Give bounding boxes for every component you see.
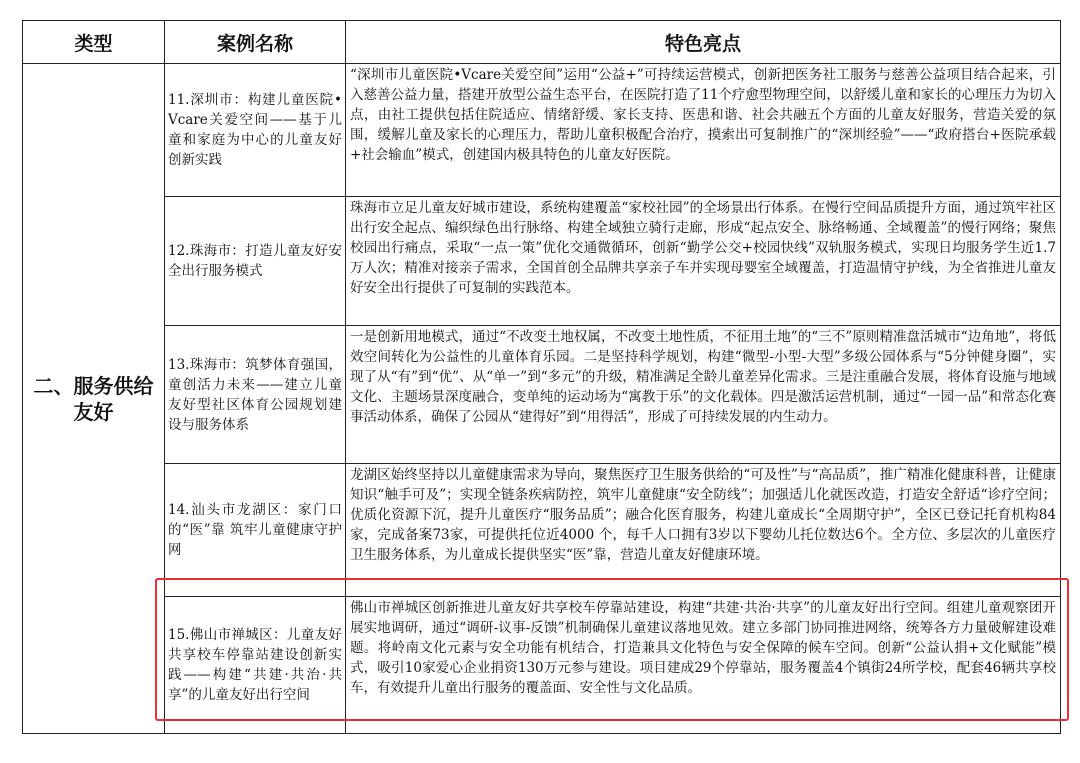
header-type: 类型: [23, 21, 165, 64]
case-name: 15.佛山市禅城区：儿童友好共享校车停靠站建设创新实践——构建“共建·共治·共享”的儿童友好出行空间: [165, 597, 346, 734]
case-description: 佛山市禅城区创新推进儿童友好共享校车停靠站建设，构建“共建·共治·共享”的儿童友好出行空间。组建儿童观察团开展实地调研，通过“调研-议事-反馈”机制确保儿童建议落地见效。建立多部门协同推进网络，统筹各方力量破解建设难题。将岭南文化元素与安全功能有机结合，打造兼具文化特色与安全保障的候车空间。创新“公益认捐+文化赋能”模式，吸引10家爱心企业捐资130万元参与建设。项目建成29个停靠站，服务覆盖4个镇街24所学校，配套46辆共享校车，有效提升儿童出行服务的覆盖面、安全性与文化品质。: [346, 597, 1061, 734]
case-description: 龙湖区始终坚持以儿童健康需求为导向，聚焦医疗卫生服务供给的“可及性”与“高品质”，推广精准化健康科普，让健康知识“触手可及”；实现全链条疾病防控，筑牢儿童健康“安全防线”；加强适儿化就医改造，打造安全舒适“诊疗空间；优质化资源下沉，提升儿童医疗“服务品质”；融合化医育服务，构建儿童成长“全周期守护”，全区已登记托育机构84家，完成备案73家，可提供托位近4000 个，每千人口拥有3岁以下婴幼儿托位数达6个。全方位、多层次的儿童医疗卫生服务体系，为儿童成长提供坚实“医”靠，营造儿童友好健康环境。: [346, 464, 1061, 597]
case-table: [22, 20, 1061, 734]
case-name: 12.珠海市：打造儿童友好安全出行服务模式: [165, 197, 346, 326]
table-row: [23, 326, 1061, 464]
case-name: 14.汕头市龙湖区：家门口的“医”靠 筑牢儿童健康守护网: [165, 464, 346, 597]
table-row: [23, 197, 1061, 326]
header-feature: 特色亮点: [346, 21, 1061, 64]
table-row: [23, 64, 1061, 197]
header-case-name: 案例名称: [165, 21, 346, 64]
category-cell: 二、服务供给友好: [23, 64, 165, 734]
table-row: [23, 597, 1061, 734]
case-description: 一是创新用地模式，通过“不改变土地权属，不改变土地性质，不征用土地”的“三不”原则精准盘活城市“边角地”，将低效空间转化为公益性的儿童体育乐园。二是坚持科学规划，构建“微型-小型-大型”多级公园体系与“5分钟健身圈”，实现了从“有”到“优”、从“单一”到“多元”的升级，精准满足全龄儿童差异化需求。三是注重融合发展，将体育设施与地域文化、主题场景深度融合，变单纯的运动场为“寓教于乐”的文化载体。四是激活运营机制，通过“一园一品”和常态化赛事活动体系，确保了公园从“建得好”到“用得活”，形成了可持续发展的内生动力。: [346, 326, 1061, 464]
case-name: 11.深圳市：构建儿童医院•Vcare关爱空间——基于儿童和家庭为中心的儿童友好创新实践: [165, 64, 346, 197]
table-row: [23, 464, 1061, 597]
case-description: 珠海市立足儿童友好城市建设，系统构建覆盖“家校社园”的全场景出行体系。在慢行空间品质提升方面，通过筑牢社区出行安全起点、编织绿色出行脉络、构建全域独立骑行走廊，形成“起点安全、脉络畅通、全域覆盖”的慢行网络；聚焦校园出行痛点，采取“一点一策”优化交通微循环，创新“勤学公交+校园快线”双轨服务模式，实现日均服务学生近1.7万人次；精准对接亲子需求，全国首创全品牌共享亲子车并实现母婴室全域覆盖，打造温情守护线，为全省推进儿童友好安全出行提供了可复制的实践范本。: [346, 197, 1061, 326]
table-header-row: [23, 21, 1061, 64]
case-description: “深圳市儿童医院•Vcare关爱空间”运用“公益+”可持续运营模式，创新把医务社工服务与慈善公益项目结合起来，引入慈善公益力量，搭建开放型公益生态平台，在医院打造了11个疗愈型物理空间，以舒缓儿童和家长的心理压力为切入点，由社工提供包括住院适应、情绪舒缓、家长支持、医患和谐、社会共融五个方面的儿童友好服务，营造关爱的氛围，缓解儿童及家长的心理压力，帮助儿童积极配合治疗，摸索出可复制推广的“深圳经验”——“政府搭台+医院承载+社会输血”模式，创建国内极具特色的儿童友好医院。: [346, 64, 1061, 197]
case-name: 13.珠海市：筑梦体育强国，童创活力未来——建立儿童友好型社区体育公园规划建设与服务体系: [165, 326, 346, 464]
